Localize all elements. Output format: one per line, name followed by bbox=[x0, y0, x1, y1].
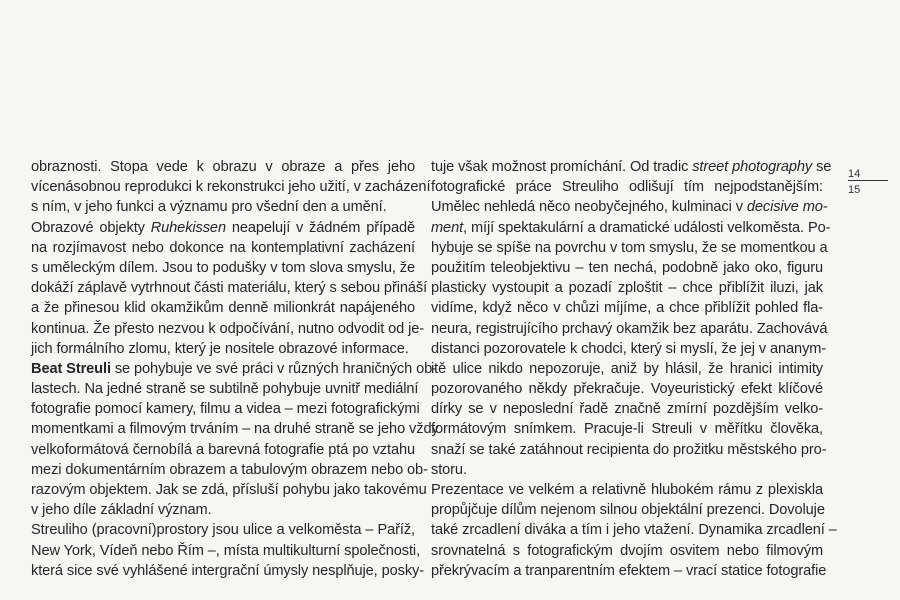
text-line: Prezentace ve velkém a relativně hlubokém rámu z plexiskla bbox=[431, 482, 823, 498]
text-line: na rozjímavost nebo dokonce na kontemplativní zacházení bbox=[31, 239, 415, 256]
text-line: Streuliho (pracovní)prostory jsou ulice a velkoměsta – Paříž, bbox=[31, 522, 415, 539]
text-line: propůjčuje dílům nejenom silnou objektální prezenci. Dovoluje bbox=[431, 502, 825, 519]
text-line bbox=[431, 157, 832, 177]
text-line: s ním, v jeho funkci a významu pro všední den a umění. bbox=[31, 199, 387, 216]
text-line: storu. bbox=[431, 461, 467, 478]
text-segment: se bbox=[812, 159, 832, 175]
text-line: dokáží záplavě vytrhnout části materiálu, který s sebou přináší bbox=[31, 280, 428, 297]
text-line: jich formálního zlomu, který je nositele obrazové informace. bbox=[31, 340, 409, 357]
italic-term: decisive mo- bbox=[746, 199, 828, 216]
text-line: překrývacím a tranparentním efektem – vrací statice fotografie bbox=[431, 562, 827, 579]
text-line: obraznosti. Stopa vede k obrazu v obraze a přes jeho bbox=[31, 159, 415, 175]
text-line: plasticky vystoupit a pozadí zploštit – chce přiblížit iluzi, jak bbox=[431, 280, 823, 297]
text-line: fotografie pomocí kamery, filmu a videa – mezi fotografickými bbox=[31, 401, 420, 418]
text-line: distanci pozorovatele k chodci, který si myslí, že jej v ananym- bbox=[431, 340, 827, 357]
text-line bbox=[31, 359, 437, 379]
right-text-column bbox=[431, 157, 837, 581]
text-line: pozorovaného někdy překračuje. Voyeuristický efekt klíčové bbox=[431, 381, 823, 398]
text-line: neura, registrujícího prchavý okamžik bez aparátu. Zachovává bbox=[431, 320, 828, 337]
text-line: kontinua. Že přesto nezvou k odpočívání, nutno odvodit od je- bbox=[31, 320, 425, 337]
text-segment: neapelují v žádném případě bbox=[225, 219, 415, 236]
text-line: snaží se také zatáhnout recipienta do prožitku městského pro- bbox=[431, 441, 827, 458]
text-line: razovým objektem. Jak se zdá, přísluší pohybu jako takovému bbox=[31, 482, 427, 498]
text-line: fotografické práce Streuliho odlišují tím nejpodstanějším: bbox=[431, 179, 823, 196]
text-segment: Umělec nehledá něco neobyčejného, kulminaci v bbox=[431, 199, 747, 216]
text-line: formátovým snímkem. Pracuje-li Streuli v měřítku člověka, bbox=[431, 421, 823, 438]
text-line bbox=[431, 197, 828, 217]
text-line: New York, Vídeň nebo Řím –, místa multikulturní společnosti, bbox=[31, 542, 421, 559]
text-line: vidíme, když něco v chůzi míjíme, a chce přiblížit pohled fla- bbox=[431, 300, 823, 317]
text-segment: , míjí spektakulární a dramatické události velkoměsta. Po- bbox=[463, 219, 831, 236]
text-line: momentkami a filmovým trváním – na druhé straně se jeho vždy bbox=[31, 421, 439, 438]
page-number-right: 15 bbox=[848, 184, 861, 196]
text-line bbox=[431, 218, 831, 238]
italic-term: Ruhekissen bbox=[150, 219, 226, 236]
text-line: itě ulice nikdo nepozoruje, aniž by hlásil, že hranici intimity bbox=[431, 360, 823, 377]
text-line: s uměleckým dílem. Jsou to podušky v tom slova smyslu, že bbox=[31, 259, 415, 276]
left-text-column bbox=[31, 157, 439, 581]
text-line bbox=[31, 218, 415, 238]
artist-name: Beat Streuli bbox=[31, 360, 111, 377]
text-segment: tuje však možnost promíchání. Od tradic bbox=[431, 159, 693, 175]
text-line: lastech. Na jedné straně se subtilně pohybuje uvnitř mediální bbox=[31, 381, 419, 398]
text-segment: Obrazové objekty bbox=[31, 219, 151, 236]
text-line: a že přinesou klid okamžikům denně milionkrát napájeného bbox=[31, 300, 415, 317]
text-line: použitím teleobjektivu – ten nechá, podobně jako oko, figuru bbox=[431, 259, 823, 276]
text-line: srovnatelná s fotografickým dvojím osvitem nebo filmovým bbox=[431, 542, 823, 559]
page-number-divider bbox=[848, 180, 888, 181]
text-segment: se pohybuje ve své práci v různých hraničných ob- bbox=[110, 360, 437, 377]
text-line: hybuje se spíše na povrchu v tom smyslu, že se momentkou a bbox=[431, 239, 828, 256]
italic-term: street photography bbox=[692, 159, 813, 175]
text-line: dírky se v neposlední řadě značně zmírní pozdějším velko- bbox=[431, 401, 823, 418]
text-line: mezi dokumentárním obrazem a tabulovým obrazem nebo ob- bbox=[31, 461, 428, 478]
text-line: vícenásobnou reprodukci k rekonstrukci jeho užití, v zacházení bbox=[31, 179, 431, 196]
text-line: velkoformátová černobílá a barevná fotografie ptá po vztahu bbox=[31, 441, 415, 458]
text-line: také zrcadlení diváka a tím i jeho vtažení. Dynamika zrcadlení – bbox=[431, 522, 837, 539]
italic-term: ment bbox=[431, 219, 464, 236]
text-line: v jeho díle základní význam. bbox=[31, 502, 212, 519]
page-number-left: 14 bbox=[848, 168, 861, 180]
page-numbers bbox=[848, 167, 888, 199]
text-line: která sice své vyhlášené intergrační úmysly nesplňuje, posky- bbox=[31, 562, 424, 579]
